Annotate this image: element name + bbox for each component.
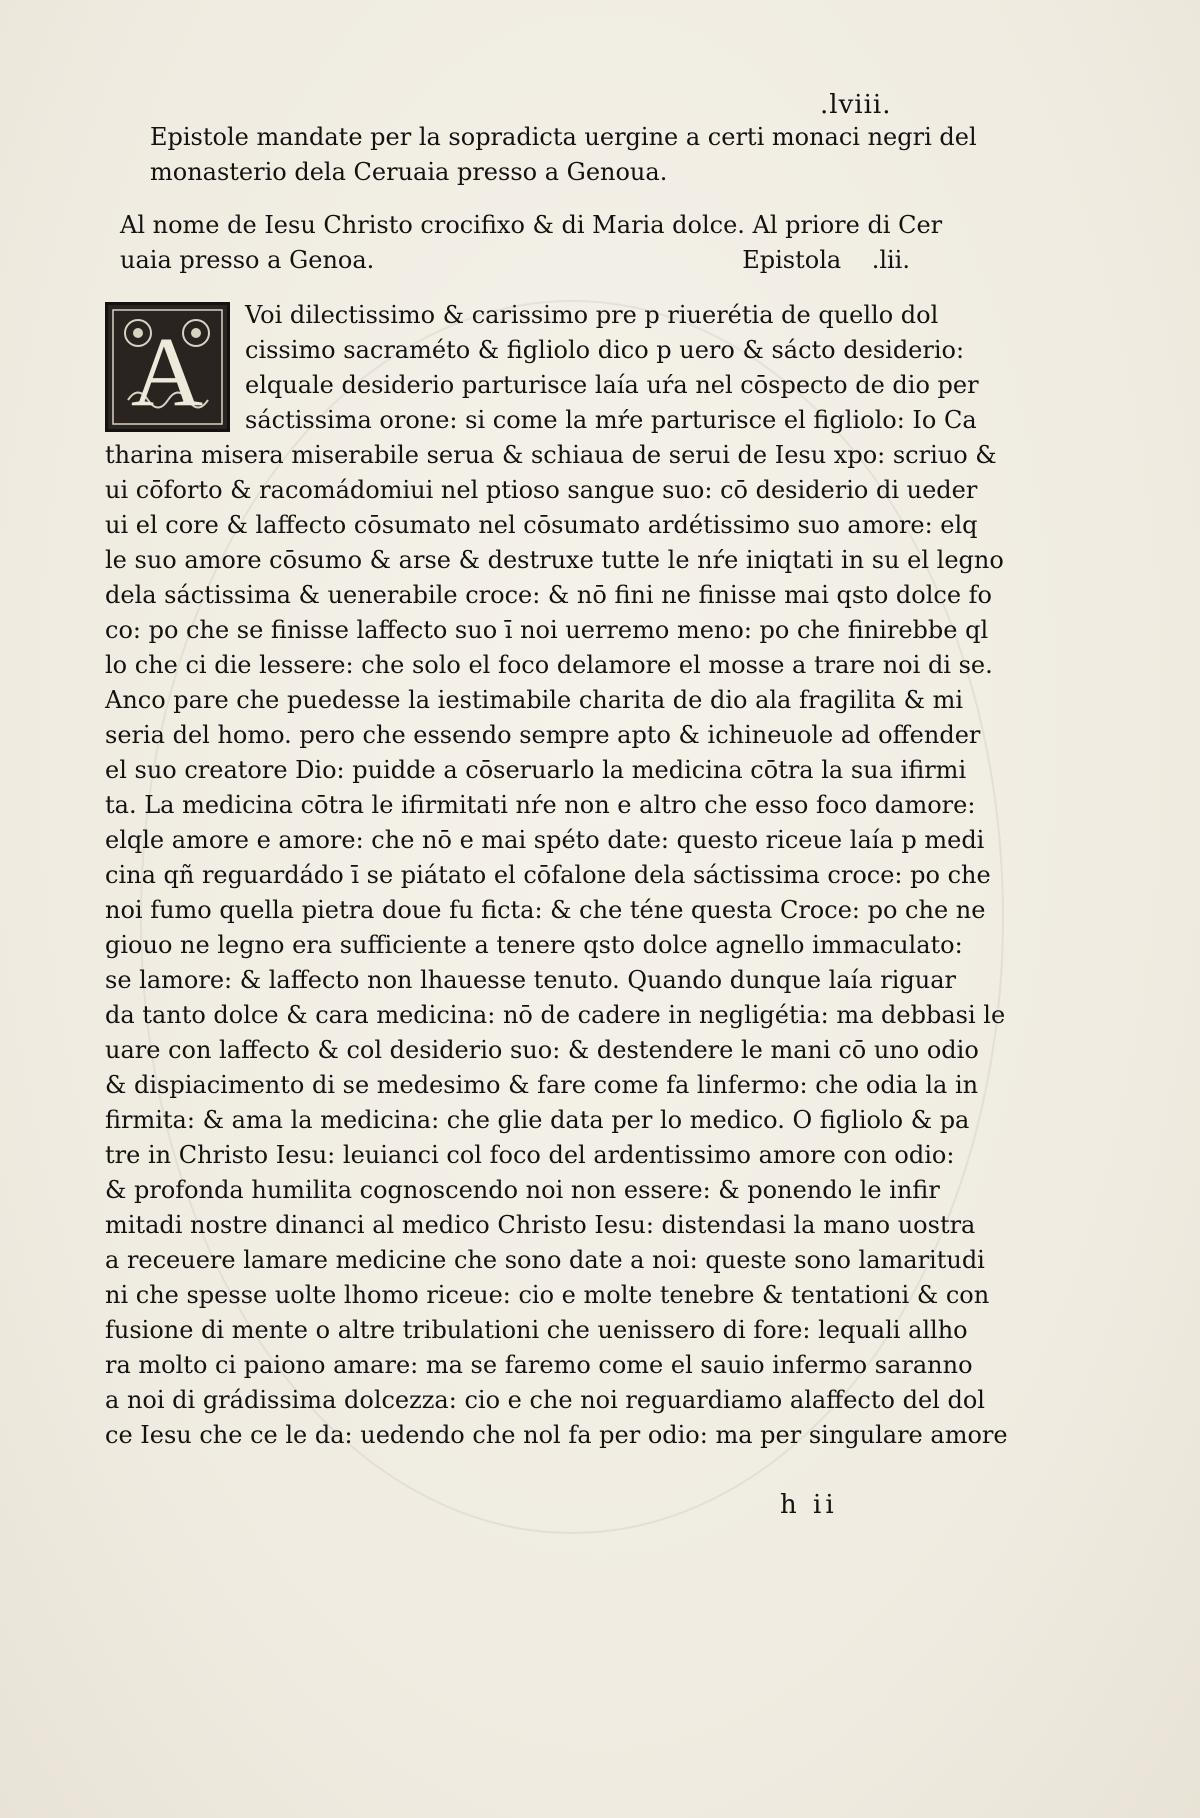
body-line: Voi dilectissimo & carissimo pre p riuerétia de quello dol xyxy=(245,301,939,329)
body-line: uare con laffecto & col desiderio suo: & destendere le mani cō uno odio xyxy=(105,1036,979,1064)
decorated-initial-letter-icon xyxy=(108,305,227,429)
body-line: elquale desiderio parturisce laía uŕa nel cōspecto de dio per xyxy=(245,371,979,399)
body-lines xyxy=(105,438,1008,1453)
heading-line: Epistole mandate per la sopradicta uergine a certi monaci negri del xyxy=(150,123,977,151)
body-line: dela sáctissima & uenerabile croce: & nō fini ne finisse mai qsto dolce fo xyxy=(105,581,992,609)
body-line: le suo amore cōsumo & arse & destruxe tutte le nŕe iniqtati in su el legno xyxy=(105,546,1004,574)
body-line: a receuere lamare medicine che sono date a noi: queste sono lamaritudi xyxy=(105,1246,985,1274)
body-line: el suo creatore Dio: puidde a cōseruarlo la medicina cōtra la sua ifirmi xyxy=(105,756,967,784)
decorated-initial xyxy=(105,302,230,432)
body-line: tharina misera miserabile serua & schiaua de serui de Iesu xpo: scriuo & xyxy=(105,441,997,469)
body-line: tre in Christo Iesu: leuianci col foco del ardentissimo amore con odio: xyxy=(105,1141,955,1169)
body-line: elqle amore e amore: che nō e mai spéto date: questo riceue laía p medi xyxy=(105,826,985,854)
body-line: giouo ne legno era sufficiente a tenere qsto dolce agnello immaculato: xyxy=(105,931,963,959)
body-line: ta. La medicina cōtra le ifirmitati nŕe non e altro che esso foco damore: xyxy=(105,791,976,819)
body-line: seria del homo. pero che essendo sempre apto & ichineuole ad offender xyxy=(105,721,981,749)
body-line: a noi di grádissima dolcezza: cio e che noi reguardiamo alaffecto del dol xyxy=(105,1386,985,1414)
body-line: Anco pare che puedesse la iestimabile charita de dio ala fragilita & mi xyxy=(105,686,964,714)
body-line: lo che ci die lessere: che solo el foco delamore el mosse a trare noi di se. xyxy=(105,651,993,679)
body-line: sáctissima orone: si come la mŕe parturisce el figliolo: Io Ca xyxy=(245,406,977,434)
body-line: cina qñ reguardádo ī se piátato el cōfalone dela sáctissima croce: po che xyxy=(105,861,991,889)
epistle-body xyxy=(105,298,1008,1453)
address-line: uaia presso a Genoa. xyxy=(120,246,375,274)
folio-number: .lviii. xyxy=(820,90,892,120)
address-heading xyxy=(105,208,943,278)
body-line: ui el core & laffecto cōsumato nel cōsumato ardétissimo suo amore: elq xyxy=(105,511,978,539)
epistle-heading xyxy=(105,120,977,190)
body-line: ni che spesse uolte lhomo riceue: cio e molte tenebre & tentationi & con xyxy=(105,1281,990,1309)
epistola-number: Epistola .lii. xyxy=(742,246,910,274)
page-text xyxy=(105,120,1008,1453)
svg-text:A: A xyxy=(130,316,204,427)
body-line: mitadi nostre dinanci al medico Christo Iesu: distendasi la mano uostra xyxy=(105,1211,976,1239)
body-line: da tanto dolce & cara medicina: nō de cadere in negligétia: ma debbasi le xyxy=(105,1001,1006,1029)
body-line: firmita: & ama la medicina: che glie data per lo medico. O figliolo & pa xyxy=(105,1106,970,1134)
heading-line: monasterio dela Ceruaia presso a Genoua. xyxy=(150,158,668,186)
body-line: fusione di mente o altre tribulationi che uenissero di fore: lequali allho xyxy=(105,1316,968,1344)
address-line: Al nome de Iesu Christo crocifixo & di Maria dolce. Al priore di Cer xyxy=(120,211,943,239)
body-line: ce Iesu che ce le da: uedendo che nol fa per odio: ma per singulare amore xyxy=(105,1421,1008,1449)
body-line: & dispiacimento di se medesimo & fare come fa linfermo: che odia la in xyxy=(105,1071,979,1099)
body-line: ui cōforto & racomádomiui nel ptioso sangue suo: cō desiderio di ueder xyxy=(105,476,978,504)
body-line: se lamore: & laffecto non lhauesse tenuto. Quando dunque laía riguar xyxy=(105,966,956,994)
body-line: co: po che se finisse laffecto suo ī noi uerremo meno: po che finirebbe ql xyxy=(105,616,989,644)
signature-mark: h ii xyxy=(780,1490,838,1520)
body-line: cissimo sacraméto & figliolo dico p uero & sácto desiderio: xyxy=(245,336,965,364)
body-line: noi fumo quella pietra doue fu ficta: & che téne questa Croce: po che ne xyxy=(105,896,986,924)
body-line: & profonda humilita cognoscendo noi non essere: & ponendo le infir xyxy=(105,1176,940,1204)
body-line: ra molto ci paiono amare: ma se faremo come el sauio infermo saranno xyxy=(105,1351,973,1379)
